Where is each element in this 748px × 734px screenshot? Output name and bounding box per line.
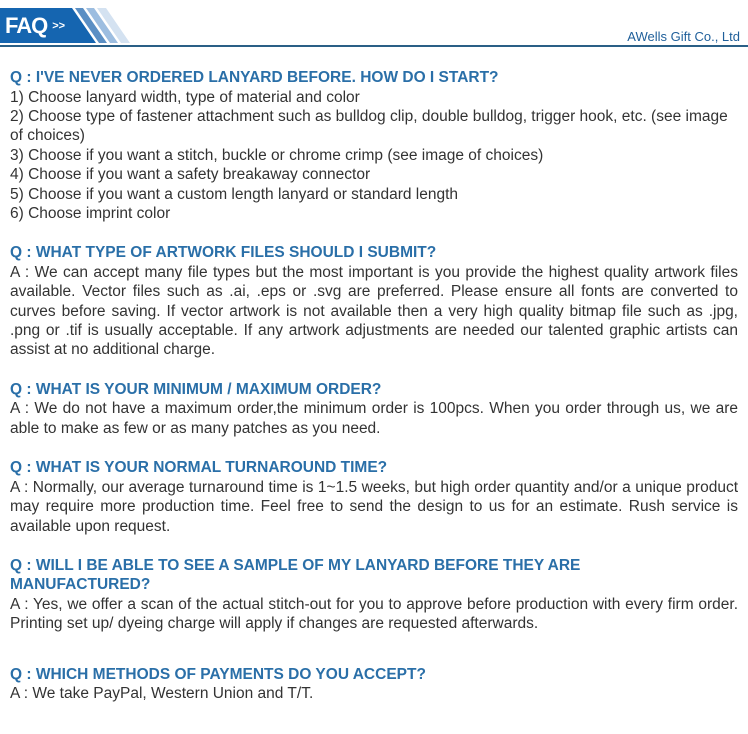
faq-answer: A : We do not have a maximum order,the minimum order is 100pcs. When you order through us, we are able to make as few or as many patches as you need. — [10, 400, 738, 437]
faq-item — [10, 556, 738, 634]
faq-answer: A : We can accept many file types but the most important is you provide the highest quality artwork files available. Vector files such as .ai, .eps or .svg are preferred. Please ensure all fonts are converted to curves before saving. If vector artwork is not available then a very high quality bitmap file such as .jpg, .png or .tif is usually acceptable. If any artwork adjustments are needed our talented graphic artists can assist at no additional charge. — [10, 263, 738, 359]
header-divider — [0, 45, 748, 47]
faq-item — [10, 380, 738, 438]
double-chevron-icon: >> — [52, 19, 66, 32]
answer-line: 2) Choose type of fastener attachment such as bulldog clip, double bulldog, trigger hook, etc. (see image of choices) — [10, 107, 728, 145]
faq-item — [10, 665, 738, 704]
answer-line: 6) Choose imprint color — [10, 204, 171, 222]
faq-item — [10, 68, 738, 223]
faq-title: FAQ — [5, 12, 48, 38]
answer-line: 5) Choose if you want a custom length lanyard or standard length — [10, 185, 459, 203]
company-name: AWells Gift Co., Ltd — [627, 29, 740, 44]
answer-line: 4) Choose if you want a safety breakaway connector — [10, 166, 371, 184]
faq-item — [10, 243, 738, 360]
faq-answer: A : Yes, we offer a scan of the actual stitch-out for you to approve before production with every firm order. Printing set up/ dyeing charge will apply if changes are requested afterwards. — [10, 595, 738, 633]
faq-item — [10, 458, 738, 536]
faq-question: Q : WHAT IS YOUR NORMAL TURNAROUND TIME? — [10, 459, 388, 477]
faq-question: Q : WILL I BE ABLE TO SEE A SAMPLE OF MY LANYARD BEFORE THEY ARE MANUFACTURED? — [10, 556, 581, 594]
faq-banner — [0, 8, 72, 43]
faq-question: Q : WHAT IS YOUR MINIMUM / MAXIMUM ORDER? — [10, 380, 382, 398]
answer-line: 1) Choose lanyard width, type of material and color — [10, 88, 360, 106]
faq-question: Q : WHICH METHODS OF PAYMENTS DO YOU ACCEPT? — [10, 665, 426, 683]
faq-question: Q : I'VE NEVER ORDERED LANYARD BEFORE. HOW DO I START? — [10, 69, 499, 86]
faq-list — [0, 48, 748, 734]
faq-answer: A : We take PayPal, Western Union and T/T. — [10, 685, 314, 703]
faq-answer: A : Normally, our average turnaround time is 1~1.5 weeks, but high order quantity and/or a unique product may require more production time. Feel free to send the design to us for an estimate. Rush service is available upon request. — [10, 478, 738, 535]
faq-question: Q : WHAT TYPE OF ARTWORK FILES SHOULD I SUBMIT? — [10, 244, 437, 262]
answer-line: 3) Choose if you want a stitch, buckle or chrome crimp (see image of choices) — [10, 146, 544, 164]
faq-header — [0, 0, 748, 48]
